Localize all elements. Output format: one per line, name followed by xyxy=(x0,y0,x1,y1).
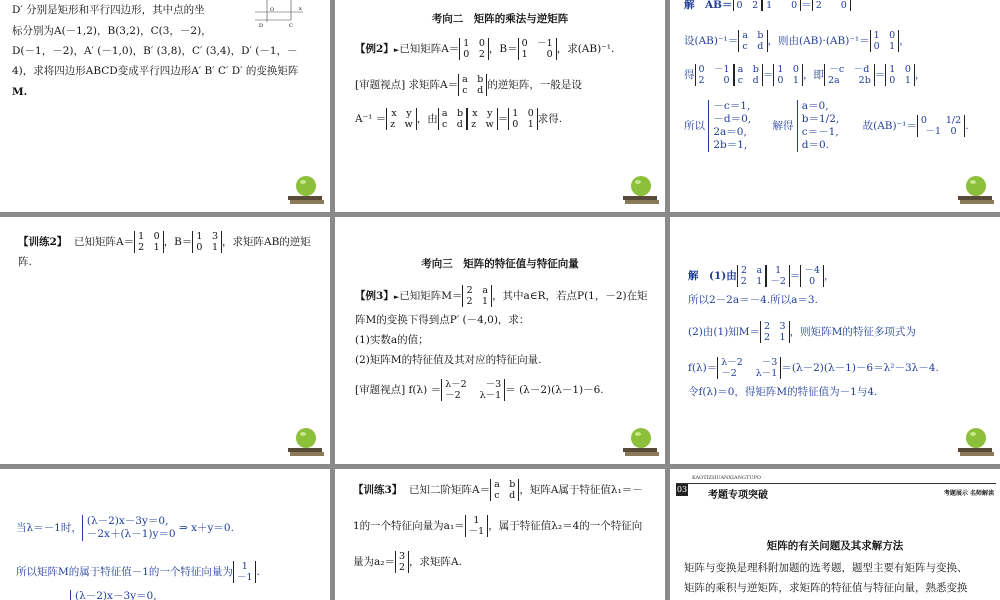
s5-line-4: (2)矩阵M的特征值及其对应的特征向量. xyxy=(355,354,542,366)
section-tagline: 考题展示 名师解读 xyxy=(943,490,994,497)
s2-hint-mat: a b c d xyxy=(458,74,487,96)
section-number: 03 xyxy=(676,485,688,494)
s2-ex-mid: ，B＝ xyxy=(488,43,518,55)
s1-line-1: D′ 分别是矩形和平行四边形，其中点的坐 xyxy=(12,4,205,16)
s3-solution-top: 解 AB＝ 0 2 1 0 ＝ 2 0 xyxy=(684,0,851,12)
s3-solve-brace: a＝0, b＝1/2, c＝－1, d＝0. xyxy=(797,100,839,152)
triangle-icon: ► xyxy=(393,46,400,54)
s2-inverse: A⁻¹ ＝ x y z w ，由 a b c d x y z w ＝ 1 0 0 1 求得. xyxy=(355,108,563,130)
s5-hint: [审题视点] f(λ) ＝ λ－2 －3 －2 λ－1 ＝ (λ－2)(λ－1)－6. xyxy=(355,379,604,401)
apple-books-icon xyxy=(956,168,996,208)
coord-c-label: C xyxy=(289,23,293,28)
section-title: 考题专项突破 xyxy=(708,490,768,501)
s8-line-3: 量为a₂＝ 3 2 ，求矩阵A. xyxy=(353,551,462,573)
s4-line-2: 阵. xyxy=(18,256,32,268)
s7-line-3: (λ－2)x－3y＝0, xyxy=(70,589,157,600)
s9-title: 矩阵的有关问题及其求解方法 xyxy=(766,540,904,552)
apple-books-icon xyxy=(286,420,326,460)
slide-9 xyxy=(670,469,1000,600)
triangle-icon: ► xyxy=(393,293,400,301)
apple-books-icon xyxy=(621,420,661,460)
s5-example: 【例3】►已知矩阵M＝ 2 a 2 1 ，其中a∈R，若点P(1，－2)在矩 xyxy=(355,285,648,307)
coord-o-label: O xyxy=(270,7,275,13)
s6-line-3: (2)由(1)知M＝ 2 3 2 1 ，则矩阵M的特征多项式为 xyxy=(688,321,916,343)
coordinate-sketch xyxy=(253,0,305,28)
slide-6 xyxy=(670,217,1000,464)
s7-line-2: 所以矩阵M的属于特征值－1的一个特征向量为 1 －1 . xyxy=(16,561,260,583)
s6-line-1: 解 (1)由 2 a 2 1 1 －2 ＝ －4 0 ， xyxy=(688,265,835,287)
slide-1 xyxy=(0,0,330,212)
s3-system-brace: －c＝1, －d＝0, 2a＝0, 2b＝1, xyxy=(708,100,751,152)
s2-ex-label: 【例2】 xyxy=(355,43,394,55)
s9-line-1: 矩阵与变换是理科附加题的选考题，题型主要有矩阵与变换、 xyxy=(684,562,968,574)
section-header xyxy=(670,469,1000,499)
s9-line-2: 矩阵的乘积与逆矩阵，求矩阵的特征值与特征向量，熟悉变换 xyxy=(684,582,968,594)
s2-hint: [审题视点] 求矩阵A＝ a b c d 的逆矩阵，一般是设 xyxy=(355,74,582,96)
slide-3 xyxy=(670,0,1000,212)
apple-books-icon xyxy=(286,168,326,208)
s2-ex-pre: 已知矩阵A＝ xyxy=(399,43,460,55)
slide-7 xyxy=(0,469,330,600)
slide-4 xyxy=(0,217,330,464)
s1-line-3: D(－1，－2)，A′ (－1,0)，B′ (3,8)，C′ (3,4)，D′ (－1，－ xyxy=(12,45,298,57)
s3-line-2: 得 0 －1 2 0 a b c d ＝ 1 0 0 1 ，即 －c －d 2a 2b ＝ 1 0 0 1 ， xyxy=(684,64,926,86)
s1-line-4: 4)，求将四边形ABCD变成平行四边形A′ B′ C′ D′ 的变换矩阵 xyxy=(12,65,299,77)
s2-example xyxy=(355,38,614,60)
s2-matA: 1 0 0 2 xyxy=(459,38,489,60)
s5-title: 考向三 矩阵的特征值与特征向量 xyxy=(421,258,579,270)
coord-d-label: D xyxy=(259,23,264,28)
s4-line-1: 【训练2】 已知矩阵A＝ 1 0 2 1 ，B＝ 1 3 0 1 ，求矩阵AB的逆矩 xyxy=(18,231,311,253)
s3-line-1: 设(AB)⁻¹＝ a b c d ，则由(AB)·(AB)⁻¹＝ 1 0 0 1 ， xyxy=(684,30,910,52)
slide-5 xyxy=(335,217,665,464)
slide-8 xyxy=(335,469,665,600)
s8-line-1: 【训练3】 已知二阶矩阵A＝ a b c d ，矩阵A属于特征值λ₁＝－ xyxy=(353,479,643,501)
coord-x-label: x xyxy=(299,6,302,12)
s2-matB: 0 －1 1 0 xyxy=(518,38,557,60)
apple-books-icon xyxy=(956,420,996,460)
section-pinyin: KAOTIZHUANXIANGTUPO xyxy=(692,475,761,481)
apple-books-icon xyxy=(621,168,661,208)
slide-2 xyxy=(335,0,665,212)
s6-line-4: f(λ)＝ λ－2 －3 －2 λ－1 ＝(λ－2)(λ－1)－6＝λ²－3λ－4. xyxy=(688,357,939,379)
s1-line-2: 标分别为A(－1,2)，B(3,2)，C(3，－2)， xyxy=(12,25,212,37)
s2-ex-post: ，求(AB)⁻¹. xyxy=(556,43,615,55)
s1-line-5: M. xyxy=(12,86,28,98)
s7-line-1: 当λ＝－1时， (λ－2)x－3y＝0, －2x＋(λ－1)y＝0 ⇒ x＋y＝0. xyxy=(16,515,234,540)
s2-title: 考向二 矩阵的乘法与逆矩阵 xyxy=(431,13,569,25)
header-rule xyxy=(676,483,996,484)
s6-line-5: 令f(λ)＝0，得矩阵M的特征值为－1与4. xyxy=(688,386,878,398)
s5-line-2: 阵M的变换下得到点P′ (－4,0)，求： xyxy=(355,314,530,326)
s5-line-3: (1)实数a的值； xyxy=(355,334,429,346)
s8-line-2: 1的一个特征向量为a₁＝ 1 －1 ，属于特征值λ₂＝4的一个特征向 xyxy=(353,515,643,537)
s6-line-2: 所以2－2a＝－4.所以a＝3. xyxy=(688,294,818,306)
s3-systems: 所以 －c＝1, －d＝0, 2a＝0, 2b＝1, 解得 a＝0, b＝1/2, c＝－1, d＝0. 故(AB)⁻¹＝ 0 1/2 －1 0 . xyxy=(684,100,969,151)
